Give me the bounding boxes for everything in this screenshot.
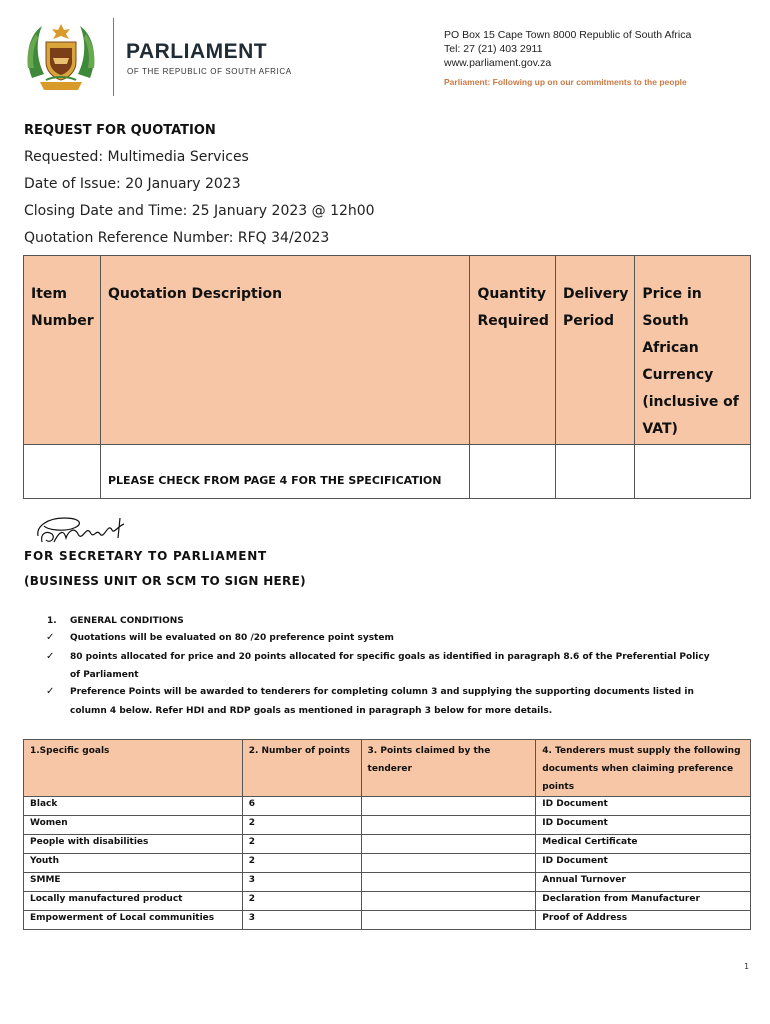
website-link[interactable]: www.parliament.gov.za — [444, 57, 552, 69]
document-cell: Proof of Address — [536, 911, 751, 930]
header-documents: 4. Tenderers must supply the following documents when claiming preference points — [536, 740, 751, 797]
requested-service: Requested: Multimedia Services — [24, 149, 249, 165]
document-cell: ID Document — [536, 854, 751, 873]
header-quantity: Quantity Required — [470, 256, 555, 445]
org-subtitle: OF THE REPUBLIC OF SOUTH AFRICA — [127, 67, 292, 76]
header-item-number: Item Number — [24, 256, 101, 445]
table-row — [24, 445, 751, 499]
points-cell: 6 — [242, 797, 361, 816]
claimed-cell[interactable] — [361, 835, 536, 854]
signatory-instruction: (BUSINESS UNIT OR SCM TO SIGN HERE) — [24, 574, 306, 588]
quantity-cell[interactable] — [470, 445, 555, 499]
condition-item: Preference Points will be awarded to tenderers for completing column 3 and supplying the supporting documents listed in — [70, 687, 694, 697]
item-number-cell[interactable] — [24, 445, 101, 499]
goals-header-row — [24, 740, 751, 797]
description-cell: PLEASE CHECK FROM PAGE 4 FOR THE SPECIFICATION — [100, 445, 469, 499]
table-row — [24, 797, 751, 816]
delivery-cell[interactable] — [555, 445, 634, 499]
header-description: Quotation Description — [100, 256, 469, 445]
document-cell: Medical Certificate — [536, 835, 751, 854]
condition-item-continued: column 4 below. Refer HDI and RDP goals as mentioned in paragraph 3 below for more details. — [70, 706, 553, 716]
document-cell: Annual Turnover — [536, 873, 751, 892]
price-cell[interactable] — [635, 445, 751, 499]
document-cell: Declaration from Manufacturer — [536, 892, 751, 911]
condition-item: Quotations will be evaluated on 80 /20 preference point system — [70, 633, 394, 643]
postal-address: PO Box 15 Cape Town 8000 Republic of South Africa — [444, 29, 692, 41]
specific-goals-table — [23, 739, 751, 930]
table-row — [24, 854, 751, 873]
goal-cell: Empowerment of Local communities — [24, 911, 243, 930]
header-number-of-points: 2. Number of points — [242, 740, 361, 797]
points-cell: 3 — [242, 873, 361, 892]
table-header-row — [24, 256, 751, 445]
document-cell: ID Document — [536, 797, 751, 816]
parliament-crest-icon — [22, 18, 100, 96]
letterhead — [0, 0, 770, 110]
claimed-cell[interactable] — [361, 873, 536, 892]
condition-item-continued: of Parliament — [70, 670, 139, 680]
document-cell: ID Document — [536, 816, 751, 835]
telephone: Tel: 27 (21) 403 2911 — [444, 43, 543, 55]
goal-cell: Locally manufactured product — [24, 892, 243, 911]
header-price: Price in South African Currency (inclusive of VAT) — [635, 256, 751, 445]
points-cell: 2 — [242, 892, 361, 911]
table-row — [24, 816, 751, 835]
signatory-line: FOR SECRETARY TO PARLIAMENT — [24, 549, 268, 563]
check-icon: ✓ — [46, 632, 55, 643]
goal-cell: Youth — [24, 854, 243, 873]
closing-date: Closing Date and Time: 25 January 2023 @ 12h00 — [24, 203, 375, 219]
signature-icon — [34, 512, 130, 552]
org-name: PARLIAMENT — [126, 40, 268, 63]
claimed-cell[interactable] — [361, 892, 536, 911]
table-row — [24, 873, 751, 892]
header-divider — [113, 18, 114, 96]
points-cell: 3 — [242, 911, 361, 930]
check-icon: ✓ — [46, 651, 55, 662]
goal-cell: Women — [24, 816, 243, 835]
reference-number: Quotation Reference Number: RFQ 34/2023 — [24, 230, 330, 246]
table-row — [24, 835, 751, 854]
table-row — [24, 892, 751, 911]
header-delivery: Delivery Period — [555, 256, 634, 445]
claimed-cell[interactable] — [361, 854, 536, 873]
tagline: Parliament: Following up on our commitments to the people — [444, 77, 687, 87]
goal-cell: People with disabilities — [24, 835, 243, 854]
check-icon: ✓ — [46, 686, 55, 697]
header-specific-goals: 1.Specific goals — [24, 740, 243, 797]
issue-date: Date of Issue: 20 January 2023 — [24, 176, 241, 192]
table-row — [24, 911, 751, 930]
conditions-number: 1. — [47, 616, 57, 626]
rfq-title: REQUEST FOR QUOTATION — [24, 123, 216, 138]
conditions-heading: GENERAL CONDITIONS — [70, 616, 184, 626]
points-cell: 2 — [242, 816, 361, 835]
points-cell: 2 — [242, 854, 361, 873]
claimed-cell[interactable] — [361, 797, 536, 816]
goal-cell: Black — [24, 797, 243, 816]
goal-cell: SMME — [24, 873, 243, 892]
points-cell: 2 — [242, 835, 361, 854]
contact-block — [444, 28, 691, 70]
condition-item: 80 points allocated for price and 20 points allocated for specific goals as identified in paragraph 8.6 of the Preferential Policy — [70, 652, 710, 662]
claimed-cell[interactable] — [361, 816, 536, 835]
header-points-claimed: 3. Points claimed by the tenderer — [361, 740, 536, 797]
quotation-table — [23, 255, 751, 499]
claimed-cell[interactable] — [361, 911, 536, 930]
page-number: 1 — [744, 962, 750, 971]
